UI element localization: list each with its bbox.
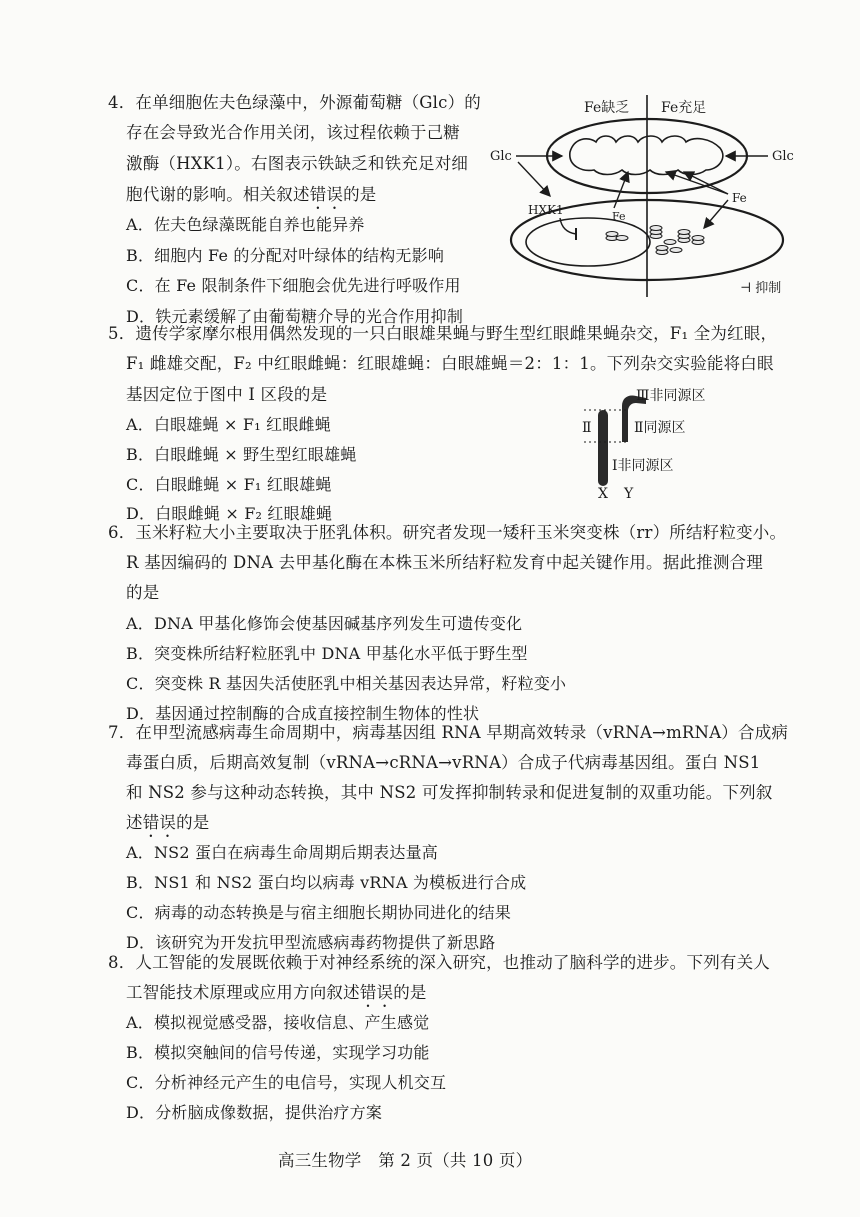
q4-option-a: A．佐夫色绿藻既能自养也能异养: [126, 215, 365, 234]
q8-emphasis-word: 错误: [359, 983, 394, 1002]
q8-option-b: B．模拟突触间的信号传递，实现学习功能: [126, 1043, 430, 1062]
fe-to-chloroplast-left-arrow: [614, 172, 628, 208]
fe-small-label: Fe: [612, 210, 626, 223]
region-iii-label: Ⅲ非同源区: [636, 388, 706, 404]
q7-option-d: D．该研究为开发抗甲型流感病毒药物提供了新思路: [126, 933, 496, 952]
q7-stem-line-4: [126, 812, 210, 841]
q5-stem-line-1: 5．遗传学家摩尔根用偶然发现的一只白眼雄果蝇与野生型红眼雌果蝇杂交，F₁ 全为红眼，: [108, 324, 778, 343]
q4-stem-line-3: 激酶（HXK1）。右图表示铁缺乏和铁充足对细: [126, 154, 469, 173]
q6-stem-line-3: 的是: [126, 583, 160, 602]
q7-option-b: B．NS1 和 NS2 蛋白均以病毒 vRNA 为模板进行合成: [126, 873, 527, 892]
q6-option-c: C．突变株 R 基因失活使胚乳中相关基因表达异常，籽粒变小: [126, 674, 567, 693]
q8-stem-line-2-pre: 工智能技术原理或应用方向叙述: [126, 983, 360, 1002]
fe-sufficient-label: Fe充足: [661, 100, 707, 116]
q5-stem-line-3: 基因定位于图中 I 区段的是: [126, 385, 328, 404]
q7-stem-line-1: 7．在甲型流感病毒生命周期中，病毒基因组 RNA 早期高效转录（vRNA→mRNA）合成病: [108, 723, 789, 742]
q5-option-a: A．白眼雄蝇 × F₁ 红眼雌蝇: [126, 415, 331, 434]
q8-option-a: A．模拟视觉感受器，接收信息、产生感觉: [126, 1013, 430, 1032]
glc-to-hxk1-arrow: [518, 162, 550, 196]
q4-stem-line-1: 4．在单细胞佐夫色绿藻中，外源葡萄糖（Glc）的: [108, 93, 481, 112]
q6-option-d: D．基因通过控制酶的合成直接控制生物体的性状: [126, 704, 480, 723]
mitochondrion-inner: [526, 218, 650, 266]
q8-stem-line-2: [126, 982, 427, 1011]
fe-to-chloroplast-arrow-2: [684, 172, 728, 194]
region-ii-left-label: Ⅱ: [582, 420, 592, 436]
fe-right-label: Fe: [732, 191, 747, 205]
fe-stack-large-icon: [650, 226, 704, 255]
fe-deficient-label: Fe缺乏: [584, 100, 630, 116]
q4-stem-line-4: [126, 184, 377, 213]
q5-option-d: D．白眼雌蝇 × F₂ 红眼雄蝇: [126, 504, 333, 523]
q8-stem-line-1: 8．人工智能的发展既依赖于对神经系统的深入研究，也推动了脑科学的进步。下列有关人: [108, 953, 770, 972]
glc-left-label: Glc: [490, 149, 512, 164]
q6-option-b: B．突变株所结籽粒胚乳中 DNA 甲基化水平低于野生型: [126, 644, 528, 663]
q4-option-b: B．细胞内 Fe 的分配对叶绿体的结构无影响: [126, 246, 445, 265]
glc-right-label: Glc: [772, 149, 794, 164]
q5-chromosome-figure: [576, 382, 746, 502]
q4-option-d: D．铁元素缓解了由葡萄糖介导的光合作用抑制: [126, 307, 464, 326]
q4-option-c: C．在 Fe 限制条件下细胞会优先进行呼吸作用: [126, 276, 461, 295]
region-ii-label: Ⅱ同源区: [634, 420, 686, 436]
q4-emphasis-word: 错误: [309, 185, 344, 204]
x-chromosome: [598, 410, 608, 486]
q7-option-a: A．NS2 蛋白在病毒生命周期后期表达量高: [126, 843, 438, 862]
q5-option-b: B．白眼雌蝇 × 野生型红眼雄蝇: [126, 445, 357, 464]
q6-stem-line-2: R 基因编码的 DNA 去甲基化酶在本株玉米所结籽粒发育中起关键作用。据此推测合理: [126, 553, 763, 572]
x-label: X: [598, 486, 608, 502]
q5-option-c: C．白眼雌蝇 × F₁ 红眼雄蝇: [126, 475, 332, 494]
q4-stem-line-4-post: 的是: [343, 185, 377, 204]
q7-stem-line-2: 毒蛋白质，后期高效复制（vRNA→cRNA→vRNA）合成子代病毒基因组。蛋白 NS1: [126, 753, 761, 772]
q8-option-c: C．分析神经元产生的电信号，实现人机交互: [126, 1073, 447, 1092]
q6-stem-line-1: 6．玉米籽粒大小主要取决于胚乳体积。研究者发现一矮秆玉米突变株（rr）所结籽粒变小。: [108, 523, 787, 542]
q8-stem-line-2-post: 的是: [393, 983, 427, 1002]
q7-stem-line-3: 和 NS2 参与这种动态转换，其中 NS2 可发挥抑制转录和促进复制的双重功能。下列叙: [126, 783, 773, 802]
q7-option-c: C．病毒的动态转换是与宿主细胞长期协同进化的结果: [126, 903, 512, 922]
region-i-label: Ⅰ非同源区: [612, 458, 674, 474]
q4-stem-line-2: 存在会导致光合作用关闭，该过程依赖于己糖: [126, 123, 460, 142]
inhibition-legend: ⊣ 抑制: [740, 281, 782, 296]
q7-stem-line-4-post: 的是: [176, 813, 210, 832]
q6-option-a: A．DNA 甲基化修饰会使基因碱基序列发生可遗传变化: [126, 614, 523, 633]
fe-stack-small-icon: [606, 232, 628, 241]
q7-stem-line-4-pre: 述: [126, 813, 143, 832]
q5-stem-line-2: F₁ 雌雄交配，F₂ 中红眼雌蝇：红眼雄蝇：白眼雄蝇＝2：1：1。下列杂交实验能将白眼: [126, 354, 774, 373]
q8-option-d: D．分析脑成像数据，提供治疗方案: [126, 1103, 383, 1122]
y-label: Y: [624, 486, 634, 502]
q4-stem-line-4-pre: 胞代谢的影响。相关叙述: [126, 185, 310, 204]
q7-emphasis-word: 错误: [142, 813, 177, 832]
page-footer: 高三生物学 第 2 页（共 10 页）: [278, 1151, 533, 1170]
hxk1-label: HXK1: [528, 203, 564, 217]
q4-cell-figure: [488, 90, 798, 305]
